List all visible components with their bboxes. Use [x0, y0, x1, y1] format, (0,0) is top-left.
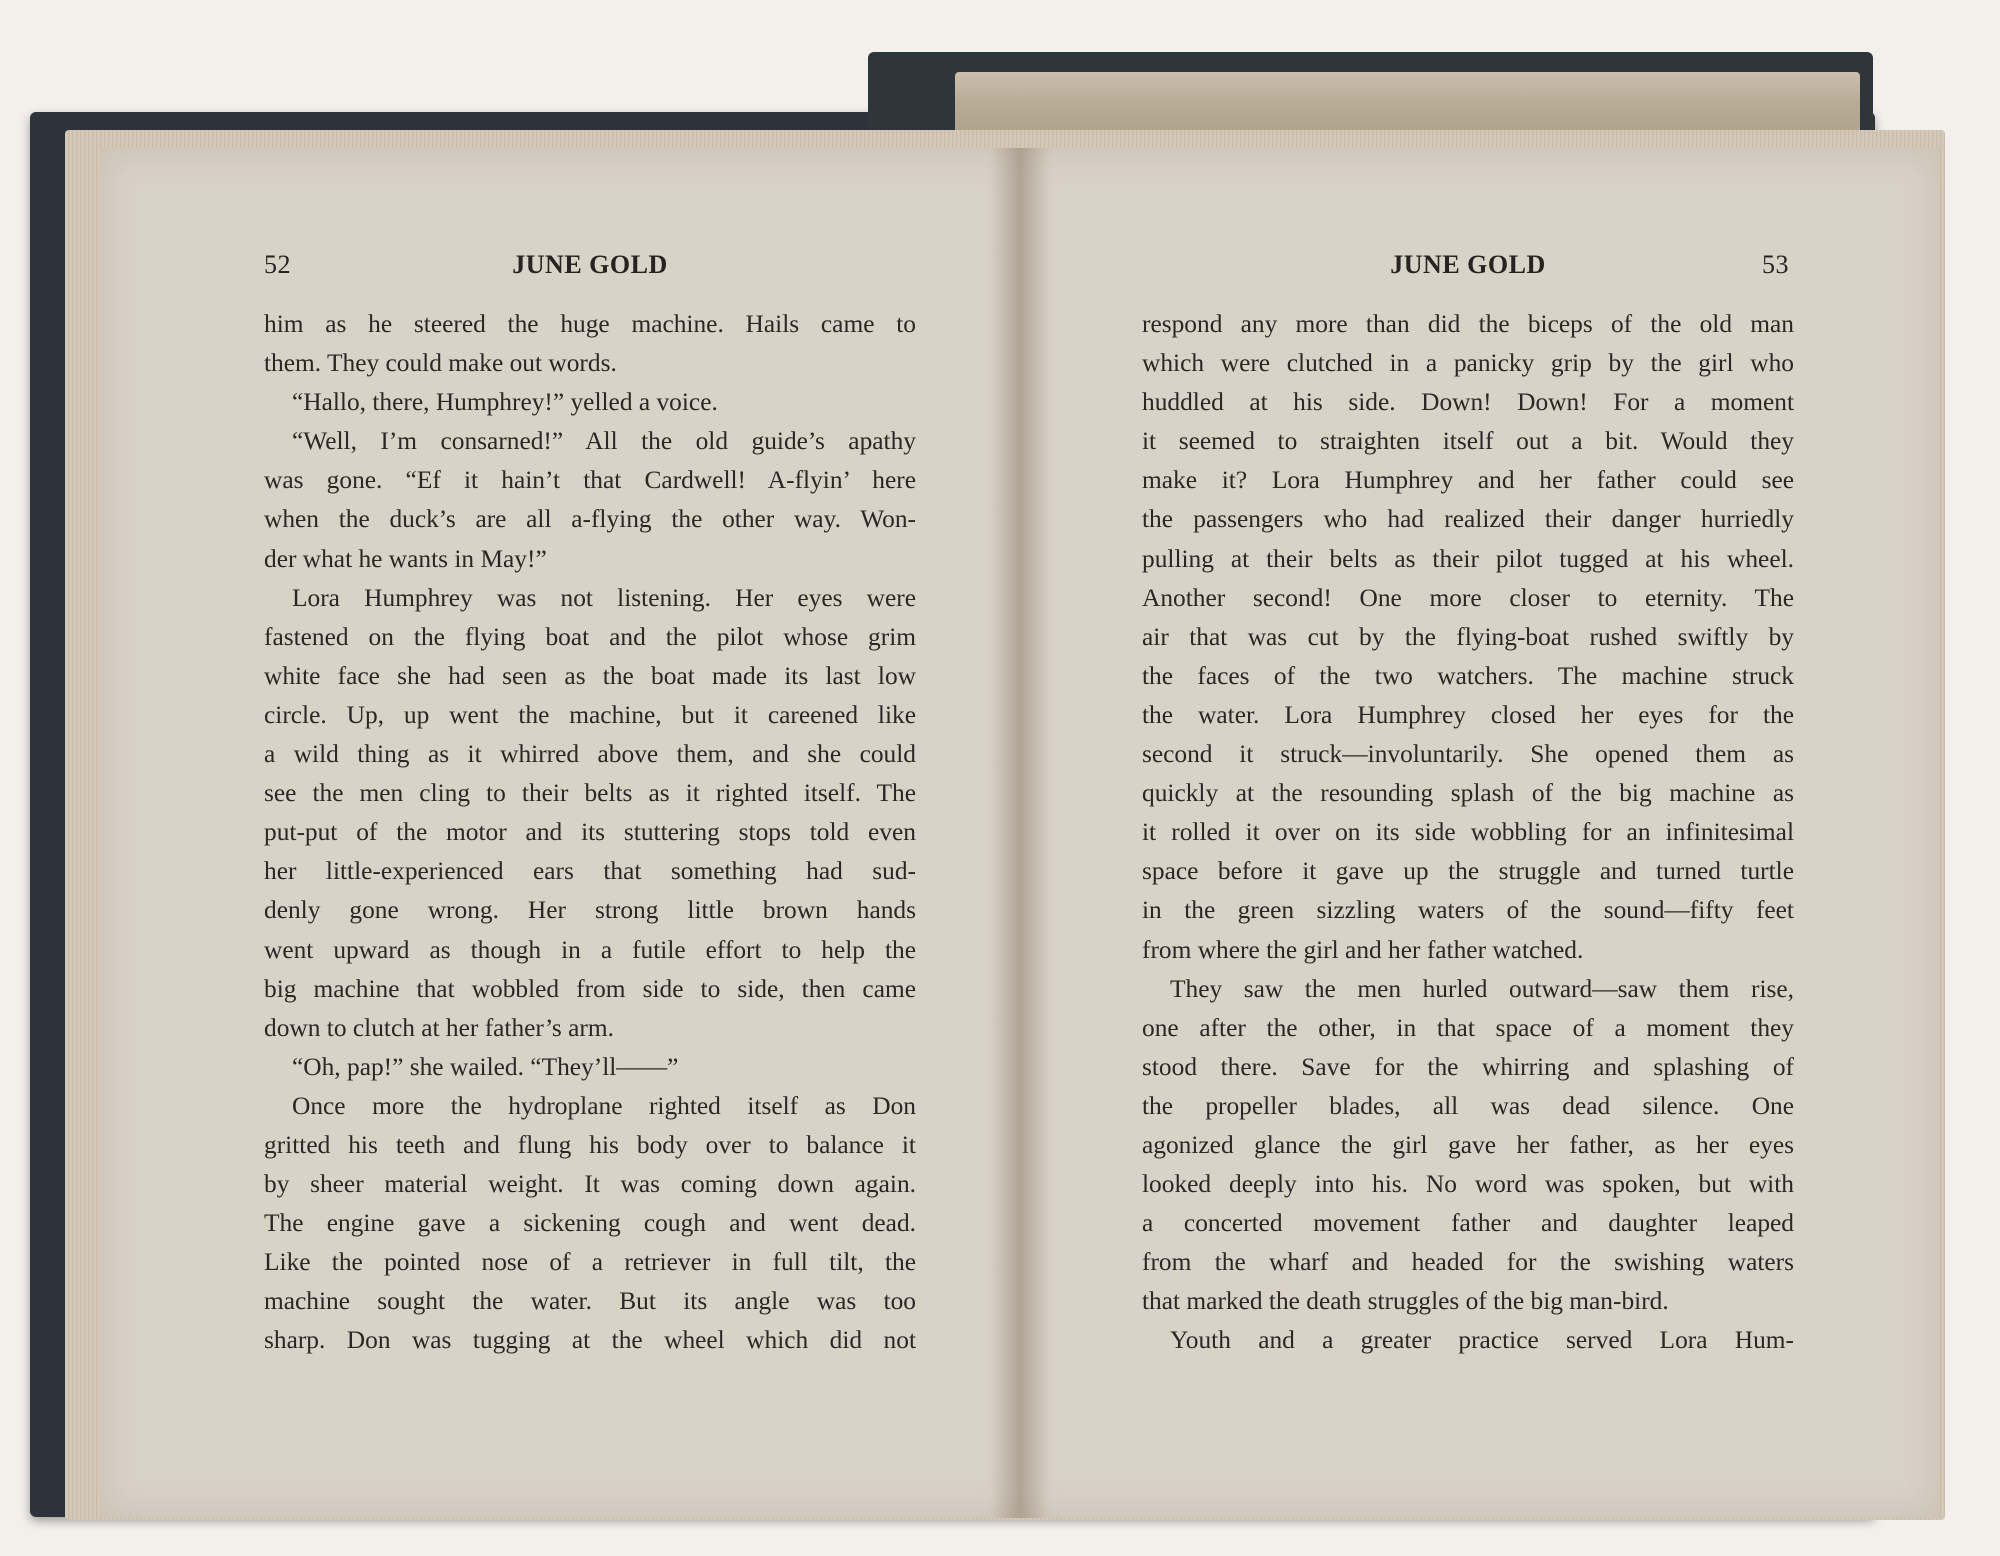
text-line: “Oh, pap!” she wailed. “They’ll——”: [292, 1052, 679, 1081]
text-line: “Well, I’m consarned!” All the old guide’s apathy: [292, 427, 916, 456]
text-line: “Hallo, there, Humphrey!” yelled a voice.: [292, 388, 718, 417]
text-line: a wild thing as it whirred above them, and she could: [264, 740, 916, 769]
text-line: from the wharf and headed for the swishing waters: [1142, 1248, 1794, 1277]
text-line: Once more the hydroplane righted itself as Don: [292, 1091, 916, 1120]
text-line: the water. Lora Humphrey closed her eyes for the: [1142, 700, 1794, 729]
text-line: machine sought the water. But its angle was too: [264, 1287, 916, 1316]
text-line: big machine that wobbled from side to side, then came: [264, 974, 916, 1003]
text-line: the passengers who had realized their danger hurriedly: [1142, 505, 1794, 534]
text-line: which were clutched in a panicky grip by the girl who: [1142, 349, 1794, 378]
right-running-head: JUNE GOLD: [1390, 250, 1546, 279]
text-line: it rolled it over on its side wobbling for an infinitesimal: [1142, 818, 1794, 847]
text-line: down to clutch at her father’s arm.: [264, 1013, 614, 1042]
text-line: put-put of the motor and its stuttering stops told even: [264, 818, 916, 847]
text-line: denly gone wrong. Her strong little brown hands: [264, 896, 916, 925]
book-gutter: [990, 148, 1050, 1518]
text-line: when the duck’s are all a-flying the other way. Won-: [264, 505, 916, 534]
text-line: the faces of the two watchers. The machine struck: [1142, 661, 1794, 690]
text-line: respond any more than did the biceps of the old man: [1142, 310, 1794, 338]
text-line: The engine gave a sickening cough and went dead.: [264, 1209, 916, 1238]
left-running-head: JUNE GOLD: [512, 250, 668, 279]
text-line: Youth and a greater practice served Lora Hum-: [1170, 1326, 1794, 1355]
text-line: pulling at their belts as their pilot tugged at his wheel.: [1142, 544, 1794, 573]
right-page-text: [1142, 305, 1794, 1361]
right-page-header: [1140, 250, 1800, 284]
text-line: her little-experienced ears that something had sud-: [264, 857, 916, 886]
text-line: was gone. “Ef it hain’t that Cardwell! A-flyin’ here: [264, 466, 916, 495]
text-line: see the men cling to their belts as it righted itself. The: [264, 779, 916, 808]
text-line: it seemed to straighten itself out a bit. Would they: [1142, 427, 1794, 456]
text-line: one after the other, in that space of a moment they: [1142, 1013, 1794, 1042]
text-line: by sheer material weight. It was coming down again.: [264, 1170, 916, 1199]
text-line: the propeller blades, all was dead silence. One: [1142, 1091, 1794, 1120]
left-page-number: 52: [264, 250, 291, 279]
text-line: a concerted movement father and daughter leaped: [1142, 1209, 1794, 1238]
right-page-number: 53: [1762, 250, 1789, 279]
text-line: air that was cut by the flying-boat rushed swiftly by: [1142, 622, 1794, 651]
text-line: white face she had seen as the boat made its last low: [264, 661, 916, 690]
text-line: huddled at his side. Down! Down! For a moment: [1142, 388, 1794, 417]
text-line: gritted his teeth and flung his body over to balance it: [264, 1130, 916, 1159]
text-line: circle. Up, up went the machine, but it careened like: [264, 700, 916, 729]
text-line: Another second! One more closer to eternity. The: [1142, 583, 1794, 612]
text-line: that marked the death struggles of the big man-bird.: [1142, 1287, 1669, 1316]
text-line: space before it gave up the struggle and turned turtle: [1142, 857, 1794, 886]
text-line: went upward as though in a futile effort to help the: [264, 935, 916, 964]
left-page-text: [264, 305, 916, 1361]
text-line: Lora Humphrey was not listening. Her eyes were: [292, 583, 916, 612]
text-line: them. They could make out words.: [264, 349, 617, 378]
text-line: agonized glance the girl gave her father, as her eyes: [1142, 1130, 1794, 1159]
text-line: from where the girl and her father watched.: [1142, 935, 1584, 964]
text-line: der what he wants in May!”: [264, 544, 547, 573]
text-line: stood there. Save for the whirring and splashing of: [1142, 1052, 1794, 1081]
left-page-header: [260, 250, 980, 284]
text-line: in the green sizzling waters of the sound—fifty feet: [1142, 896, 1794, 925]
text-line: They saw the men hurled outward—saw them rise,: [1170, 974, 1794, 1003]
text-line: make it? Lora Humphrey and her father could see: [1142, 466, 1794, 495]
text-line: him as he steered the huge machine. Hails came to: [264, 310, 916, 338]
text-line: sharp. Don was tugging at the wheel which did not: [264, 1326, 916, 1355]
text-line: quickly at the resounding splash of the big machine as: [1142, 779, 1794, 808]
text-line: second it struck—involuntarily. She opened them as: [1142, 740, 1794, 769]
text-line: Like the pointed nose of a retriever in full tilt, the: [264, 1248, 916, 1277]
text-line: fastened on the flying boat and the pilot whose grim: [264, 622, 916, 651]
text-line: looked deeply into his. No word was spoken, but with: [1142, 1170, 1794, 1199]
